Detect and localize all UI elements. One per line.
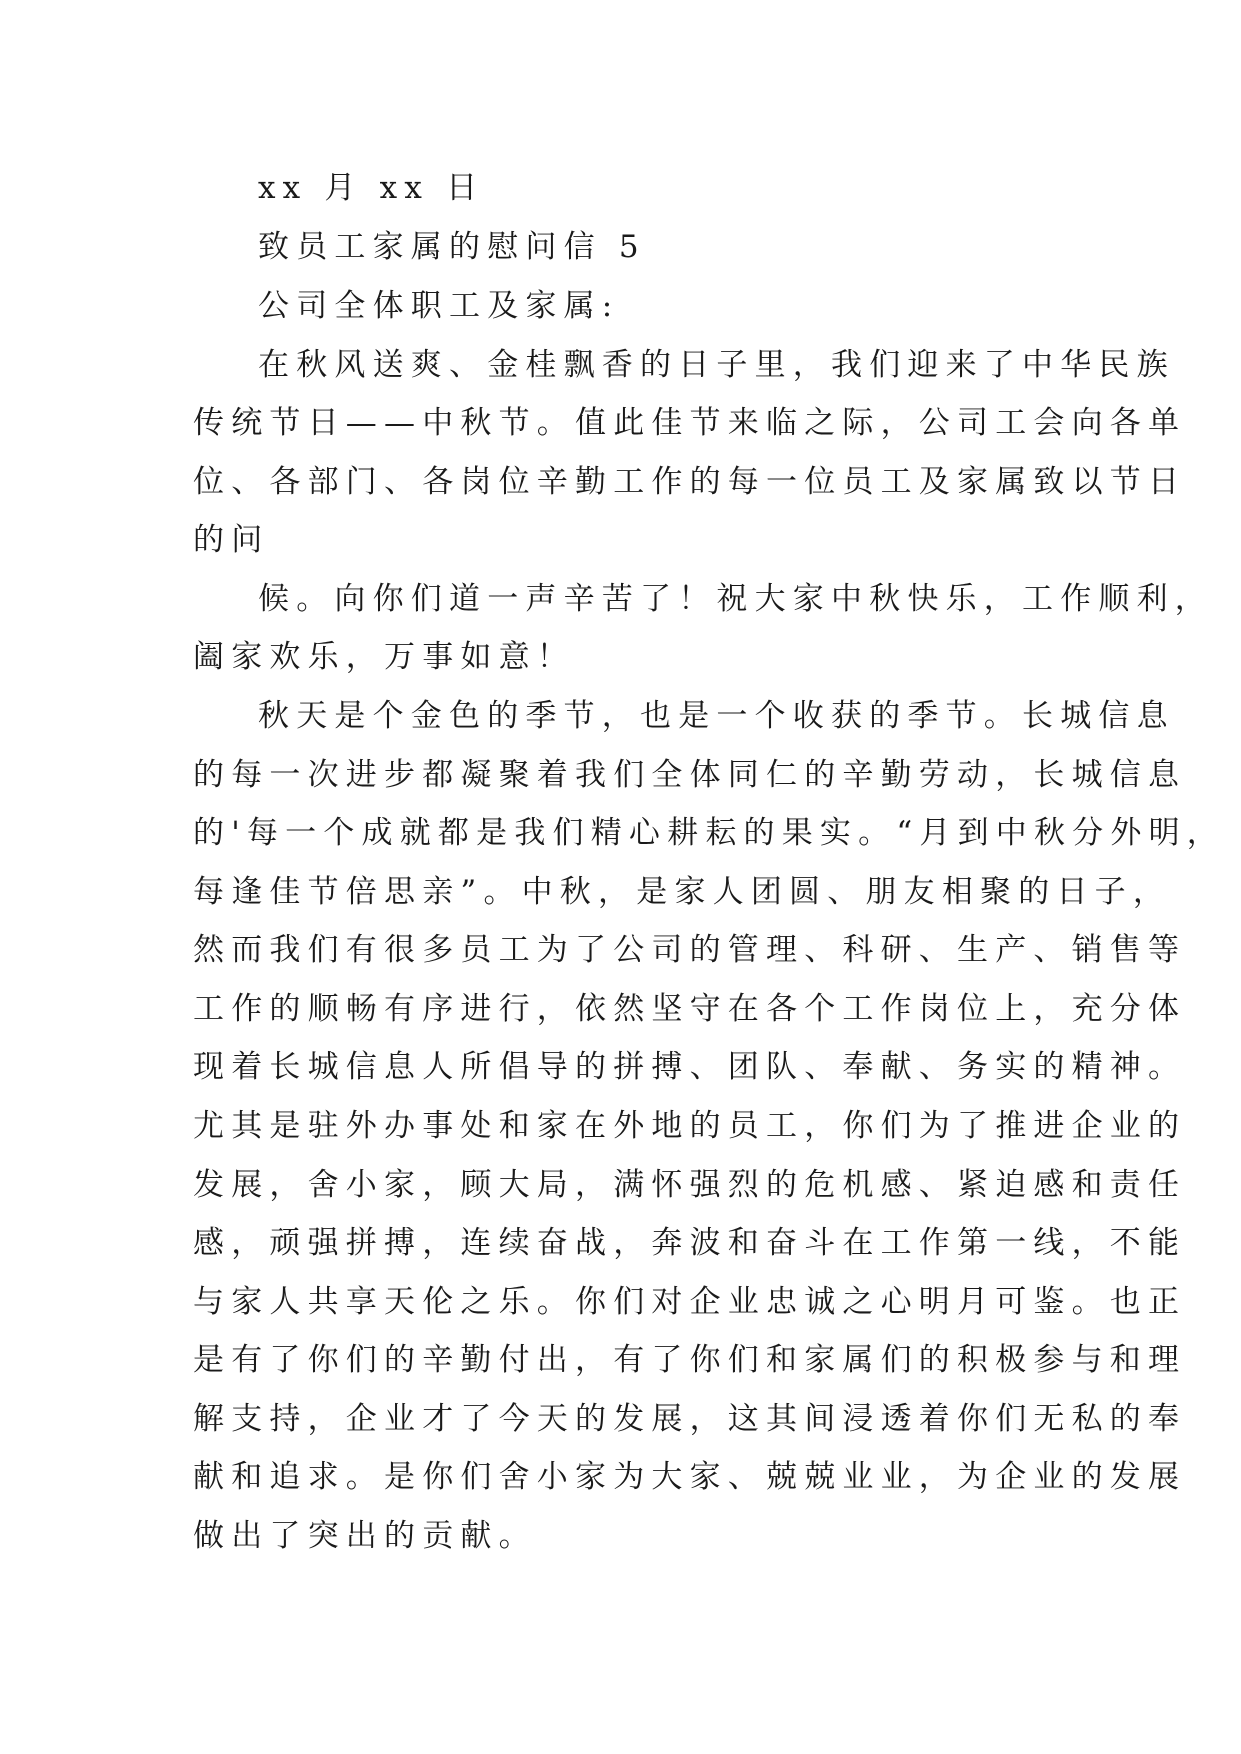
text-line: 与家人共享天伦之乐。你们对企业忠诚之心明月可鉴。也正	[193, 1284, 1187, 1320]
text-line: 献和追求。是你们舍小家为大家、兢兢业业，为企业的发展	[193, 1459, 1187, 1495]
text-line: 做出了突出的贡献。	[193, 1518, 537, 1554]
text-line: 在秋风送爽、金桂飘香的日子里，我们迎来了中华民族	[258, 347, 1175, 383]
date-line: xx 月 xx 日	[258, 170, 485, 206]
text-line: 每逢佳节倍思亲”。中秋，是家人团圆、朋友相聚的日子，	[193, 874, 1172, 910]
text-line: 秋天是个金色的季节，也是一个收获的季节。长城信息	[258, 698, 1175, 734]
text-line: 解支持，企业才了今天的发展，这其间浸透着你们无私的奉	[193, 1401, 1187, 1437]
text-line: 的问	[193, 522, 270, 558]
text-line: 的'每一个成就都是我们精心耕耘的果实。“月到中秋分外明，	[193, 815, 1225, 851]
letter-title: 致员工家属的慰问信 5	[258, 229, 646, 265]
text-line: 现着长城信息人所倡导的拼搏、团队、奉献、务实的精神。	[193, 1049, 1187, 1085]
text-line: 位、各部门、各岗位辛勤工作的每一位员工及家属致以节日	[193, 464, 1187, 500]
text-line: 发展，舍小家，顾大局，满怀强烈的危机感、紧迫感和责任	[193, 1167, 1187, 1203]
text-line: 候。向你们道一声辛苦了！祝大家中秋快乐，工作顺利，	[258, 581, 1213, 617]
text-line: 是有了你们的辛勤付出，有了你们和家属们的积极参与和理	[193, 1342, 1187, 1378]
text-line: 尤其是驻外办事处和家在外地的员工，你们为了推进企业的	[193, 1108, 1187, 1144]
salutation: 公司全体职工及家属:	[258, 288, 620, 324]
text-line: 感，顽强拼搏，连续奋战，奔波和奋斗在工作第一线，不能	[193, 1225, 1187, 1261]
text-line: 阖家欢乐，万事如意！	[193, 639, 575, 675]
text-line: 传统节日——中秋节。值此佳节来临之际，公司工会向各单	[193, 405, 1187, 441]
text-line: 的每一次进步都凝聚着我们全体同仁的辛勤劳动，长城信息	[193, 757, 1187, 793]
text-line: 工作的顺畅有序进行，依然坚守在各个工作岗位上，充分体	[193, 991, 1187, 1027]
text-line: 然而我们有很多员工为了公司的管理、科研、生产、销售等	[193, 932, 1187, 968]
